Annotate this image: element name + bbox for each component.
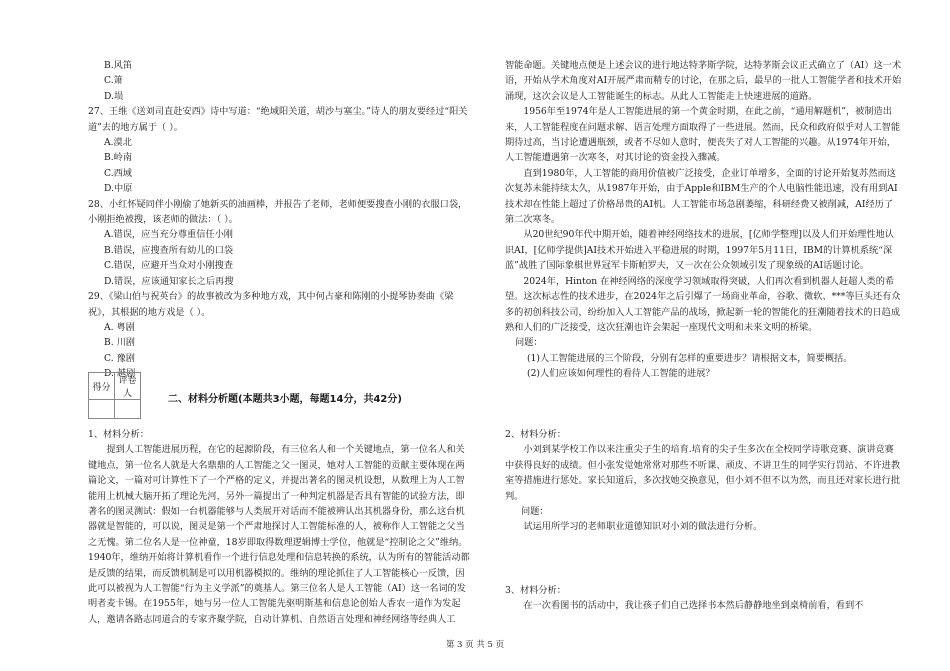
q27-option-c: C.西域 <box>104 167 132 179</box>
page-footer: 第 3 页 共 5 页 <box>445 640 505 650</box>
grader-cell <box>115 400 141 419</box>
q28-option-a: A.错误，应当充分尊重信任小刚 <box>104 229 233 241</box>
q28-option-b: B.错误，应搜查所有幼儿的口袋 <box>104 244 234 256</box>
q27-option-a: A.漠北 <box>104 137 132 149</box>
material-3-label: 3、材料分析： <box>505 585 566 596</box>
q26-option-d: D.埙 <box>104 90 124 102</box>
material-3 <box>505 583 902 614</box>
right-column-article <box>505 58 902 382</box>
score-cell <box>89 400 115 419</box>
question-label: 问题： <box>515 337 543 349</box>
score-box <box>88 372 141 419</box>
article-para-4: 从20世纪90年代中期开始，随着神经网络技术的进展，[亿师学整理]以及人们开始理性地认识AI，[亿师学提供]AI技术开始进入平稳进展的时期，1997年5月11日，IBM的计算机系统“深蓝”战胜了国际象棋世界冠军卡斯帕罗夫，又一次在公众领域引发了现象级的AI话题讨论。 <box>505 229 894 272</box>
q28-option-c: C.错误，应避开当众对小刚搜查 <box>104 260 234 272</box>
section-title: 二、材料分析题(本题共3小题，每题14分，共42分) <box>168 394 402 405</box>
article-para-5: 2024年，Hinton 在神经网络的深度学习领域取得突破，人们再次看到机器人赶超人类的希望。这次标志性的技术进步，在2024年之后引爆了一场商业革命，谷歌、微软、***等巨头还有众多的初创科技公司，纷纷加入人工智能产品的战场，掀起新一轮的智能化的狂潮随着技术的日趋成熟和人们的广泛接受，这次狂潮也许会架起一座现代文明和未来文明的桥梁。 <box>505 275 901 333</box>
question-1: (1)人工智能进展的三个阶段，分别有怎样的重要进步？请根据文本，简要概括。 <box>527 352 853 364</box>
score-label: 得分 <box>89 373 115 400</box>
q26-option-b: B.风笛 <box>104 60 133 71</box>
q29-option-a: A. 粤剧 <box>104 321 135 333</box>
grader-label: 评卷人 <box>115 373 141 400</box>
q28-option-d: D.错误，应该通知家长之后再搜 <box>104 275 234 287</box>
question-2: (2)人们应该如何理性的看待人工智能的进展？ <box>527 368 715 380</box>
q29-option-b: B. 川剧 <box>104 337 135 349</box>
q27-stem: 27、王维《送刘司直赴安西》诗中写道：“绝域阳关道，胡沙与塞尘。”诗人的朋友要经过“阳关道”去的地方属于（ ）。 <box>88 106 468 133</box>
material-3-text: 在一次看图书的活动中，我让孩子们自己选择书本然后静静地坐到桌椅前看，看到不 <box>523 600 864 612</box>
q28-stem: 28、小红怀疑同伴小刚偷了她新买的油画棒，并报告了老师，老师便要搜查小刚的衣服口袋，小刚拒绝被搜，该老师的做法：（ ）。 <box>88 198 468 226</box>
article-para-3: 直到1980年，人工智能的商用价值被广泛接受，企业订单增多，全面的讨论开始复苏然而这次复苏未能持续太久，从1987年开始，由于Apple和IBM生产的个人电脑性能迅速，没有用到AI技术却在性能上超过了价格昂贵的AI机。人工智能市场急剧萎缩，科研经费又被削减，AI经历了第二次寒冬。 <box>505 167 898 226</box>
material-2-question-label: 问题： <box>521 506 549 518</box>
article-para-1: 智能命题。关键地点便是上述会议的进行地达特茅斯学院，达特茅斯会议正式确立了（AI）这一术语，开始从学术角度对AI开展严肃而精专的讨论，在那之后，最早的一批人工智能学者和技术开始涌现，这次会议是人工智能诞生的标志。从此人工智能走上快速进展的道路。 <box>505 60 902 102</box>
material-2-question: 试运用所学习的老师职业道德知识对小刘的做法进行分析。 <box>523 521 763 533</box>
q27-option-b: B.岭南 <box>104 152 133 164</box>
material-2-text: 小刘到某学校工作以来注重尖子生的培育.培育的尖子生多次在全校同学诗歌竞赛、演讲竞赛中获得良好的成绩。但小张发觉她常常对那些不听课、顽皮、不讲卫生的同学实行罚站、不许进教室等措施进行惩处。家长知道后，多次找她交换意见，但小刘不但不以为然，而且还对家长进行批判。 <box>505 444 901 502</box>
q27-option-d: D.中原 <box>104 183 133 195</box>
material-1-label: 1、材料分析： <box>88 429 149 440</box>
material-1-text: 提到人工智能进展历程，在它的起源阶段，有三位名人和一个关键地点，第一位名人和关键地点，第一位名人就是大名鼎鼎的人工智能之父一图灵，她对人工智能的贡献主要体现在两篇论文，一篇对可计算性下了一个严格的定义，并提出著名的图灵机设想，从数理上为人工智能用上机械大脑开拓了理论先河，另外一篇提出了一种判定机器是否具有智能的试验方法，即著名的图灵测试：假如一台机器能够与人类展开对话而不能被辨认出其机器身份，那么这台机器就是智能的，可以说，图灵是第一个严肃地探讨人工智能标准的人，被称作人工智能之父当之无愧。第二位名人是一位神童，18岁即取得数理逻辑博士学位，他就是“控制论之父”维纳。1940年，维纳开始将计算机看作一个进行信息处理和信息转换的系统，认为所有的智能活动都是反馈的结果，而反馈机制是可以用机器模拟的。维纳的理论抓住了人工智能核心一反馈，因此可以被视为人工智能“行为主义学派”的奠基人。第三位名人是人工智能（AI）这一名词的发明者麦卡锡。在1955年，她与另一位人工智能先驱明斯基和信息论创始人香农一道作为发起人，邀请各路志同道合的专家齐聚学院，自动计算机、自然语言处理和神经网络等经典人工 <box>88 444 470 625</box>
q29-option-d: D. 越剧 <box>104 368 136 380</box>
article-para-2: 1956年至1974年是人工智能进展的第一个黄金时期，在此之前，“通用解题机”，被制造出来，人工智能程度在问题求解、语言处理方面取得了一些进展。然而，民众和政府似乎对人工智能期待过高，当讨论遭遇瓶颈，或者不尽如人意时，便丧失了对人工智能的兴趣。从1974年开始，人工智能遭遇第一次寒冬，对其讨论的资金投入骤减。 <box>505 106 901 164</box>
left-column-questions <box>88 58 473 382</box>
q26-option-c: C.箫 <box>104 75 123 87</box>
q29-option-c: C. 豫剧 <box>104 352 135 364</box>
material-1 <box>88 427 473 627</box>
q29-stem: 29、《梁山伯与祝英台》的故事被改为多种地方戏，其中何占豪和陈刚的小提琴协奏曲《梁祝》，其根据的地方戏是（ ）。 <box>88 291 454 318</box>
material-2-label: 2、材料分析： <box>505 429 566 440</box>
material-2 <box>505 427 902 535</box>
